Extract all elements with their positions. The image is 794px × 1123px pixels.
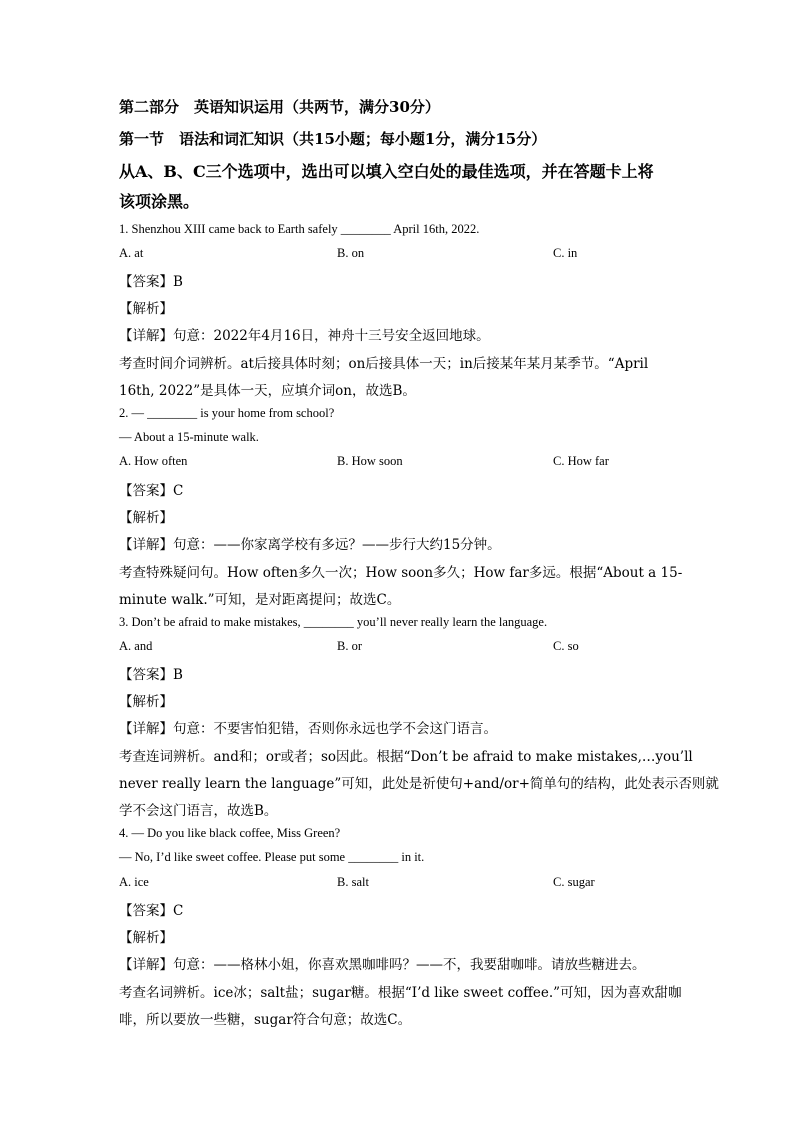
question-3-stem: 3. Don’t be afraid to make mistakes, ________ you’ll never really learn the language. [119, 615, 548, 629]
question-3-answer: 【答案】B [119, 667, 183, 683]
question-3-detail: 【详解】句意：不要害怕犯错，否则你永远也学不会这门语言。 [119, 721, 497, 737]
question-2-option-c: C. How far [553, 454, 609, 468]
question-4-explain-1: 考查名词辨析。ice冰；salt盐；sugar糖。根据“I’d like sweet coffee.”可知，因为喜欢甜咖 [119, 985, 682, 1001]
question-4-analysis: 【解析】 [119, 930, 173, 946]
question-1-explain-2: 16th, 2022”是具体一天，应填介词on，故选B。 [119, 383, 416, 399]
question-2-stem-2: — About a 15-minute walk. [119, 430, 259, 444]
question-3-explain-1: 考查连词辨析。and和；or或者；so因此。根据“Don’t be afraid to make mistakes,…you’ll [119, 749, 693, 765]
question-2-explain-2: minute walk.”可知，是对距离提问；故选C。 [119, 592, 401, 608]
question-4-stem-2: — No, I’d like sweet coffee. Please put some ________ in it. [119, 850, 425, 864]
instruction-line-1: 从A、B、C三个选项中，选出可以填入空白处的最佳选项，并在答题卡上将 [119, 162, 654, 181]
question-1-option-a: A. at [119, 246, 144, 260]
question-2-analysis: 【解析】 [119, 510, 173, 526]
section-heading: 第一节 语法和词汇知识（共15小题；每小题1分，满分15分） [119, 130, 547, 148]
part-heading: 第二部分 英语知识运用（共两节，满分30分） [119, 98, 440, 116]
question-4-explain-2: 啡，所以要放一些糖，sugar符合句意；故选C。 [119, 1012, 412, 1028]
question-1-stem: 1. Shenzhou XIII came back to Earth safely ________ April 16th, 2022. [119, 222, 480, 236]
question-4-option-a: A. ice [119, 875, 149, 889]
question-3-option-b: B. or [337, 639, 362, 653]
question-3-explain-3: 学不会这门语言，故选B。 [119, 803, 278, 819]
question-2-detail: 【详解】句意：——你家离学校有多远？——步行大约15分钟。 [119, 537, 501, 553]
instruction-line-2: 该项涂黑。 [119, 192, 200, 211]
question-2-option-a: A. How often [119, 454, 188, 468]
question-2-answer: 【答案】C [119, 483, 184, 499]
question-4-option-c: C. sugar [553, 875, 595, 889]
question-1-option-b: B. on [337, 246, 365, 260]
question-1-explain-1: 考查时间介词辨析。at后接具体时刻；on后接具体一天；in后接某年某月某季节。“April [119, 356, 649, 372]
question-4-answer: 【答案】C [119, 903, 184, 919]
question-3-analysis: 【解析】 [119, 694, 173, 710]
question-2-option-b: B. How soon [337, 454, 403, 468]
question-3-option-c: C. so [553, 639, 579, 653]
question-1-analysis: 【解析】 [119, 301, 173, 317]
question-1-option-c: C. in [553, 246, 578, 260]
question-2-explain-1: 考查特殊疑问句。How often多久一次；How soon多久；How far多远。根据“About a 15- [119, 565, 683, 581]
question-3-option-a: A. and [119, 639, 153, 653]
question-4-detail: 【详解】句意：——格林小姐，你喜欢黑咖啡吗？——不，我要甜咖啡。请放些糖进去。 [119, 957, 646, 973]
question-1-answer: 【答案】B [119, 274, 183, 290]
question-4-option-b: B. salt [337, 875, 369, 889]
question-1-detail: 【详解】句意：2022年4月16日，神舟十三号安全返回地球。 [119, 328, 490, 344]
question-3-explain-2: never really learn the language”可知，此处是祈使句+and/or+简单句的结构，此处表示否则就 [119, 776, 719, 792]
question-4-stem: 4. — Do you like black coffee, Miss Green? [119, 826, 341, 840]
question-2-stem: 2. — ________ is your home from school? [119, 406, 335, 420]
